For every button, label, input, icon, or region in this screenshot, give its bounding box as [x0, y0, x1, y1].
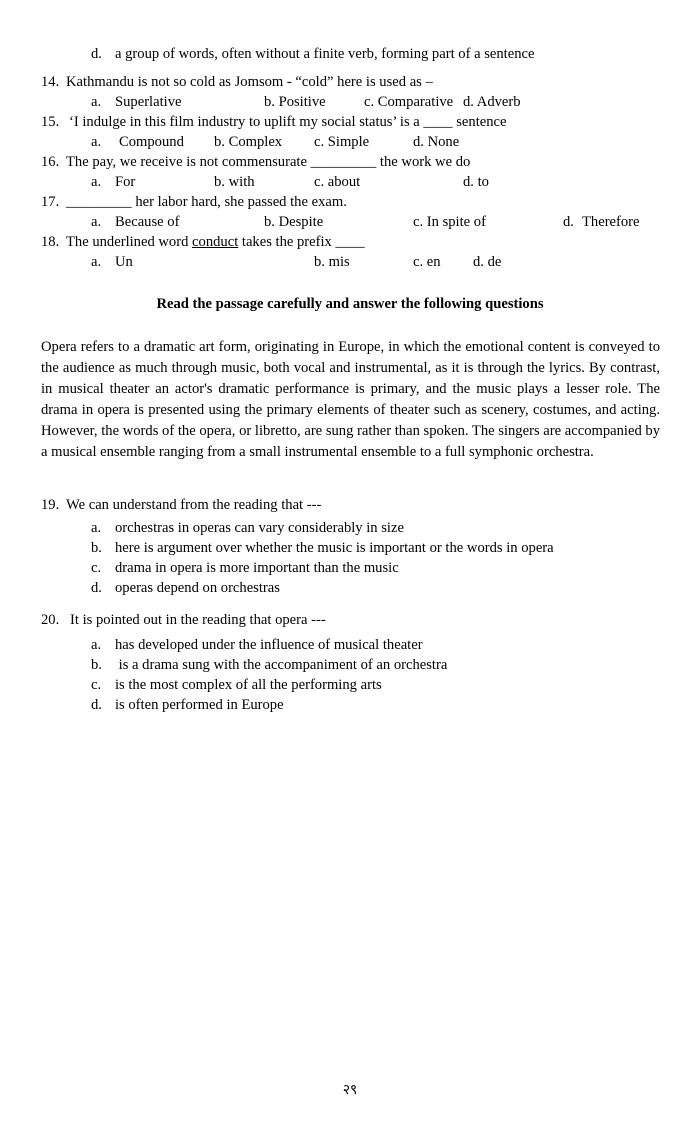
q19-option-d-letter: d. [91, 580, 102, 596]
q17-option-d-letter: d. [563, 214, 574, 230]
q19-option-b-text: here is argument over whether the music is important or the words in opera [115, 540, 554, 556]
q20-option-b-letter: b. [91, 657, 102, 673]
q20-option-d-letter: d. [91, 697, 102, 713]
q15-option-a-text: Compound [119, 134, 184, 150]
reading-passage: Opera refers to a dramatic art form, originating in Europe, in which the emotional content is conveyed to the audience as much through music, both vocal and instrumental, as it is through the lyrics. By contrast, in musical theater an actor's dramatic performance is primary, and the music plays a lesser role. The drama in opera is presented using the primary elements of theater such as scenery, costumes, and acting. However, the words of the opera, or libretto, are sung rather than spoken. The singers are accompanied by a musical ensemble ranging from a small instrumental ensemble to a full symphonic orchestra. [41, 339, 660, 460]
q16-option-d: d. to [463, 174, 489, 190]
q18-number: 18. [41, 234, 60, 250]
q20-option-d-text: is often performed in Europe [115, 697, 284, 713]
q17-text: _________ her labor hard, she passed the exam. [66, 194, 347, 210]
q16-text: The pay, we receive is not commensurate _________ the work we do [66, 154, 471, 170]
q14-option-a-text: Superlative [115, 94, 182, 110]
q20-number: 20. [41, 612, 60, 628]
q18-option-c: c. en [413, 254, 441, 270]
q18-option-a-letter: a. [91, 254, 102, 270]
q14-option-a-letter: a. [91, 94, 102, 110]
q16-option-c: c. about [314, 174, 361, 190]
q18-text-pre: The underlined word [66, 234, 193, 250]
q18-option-a-text: Un [115, 254, 133, 270]
q14-text: Kathmandu is not so cold as Jomsom - “cold” here is used as – [66, 74, 433, 90]
q18-underlined-word: conduct [192, 234, 239, 250]
q16-option-b: b. with [214, 174, 255, 190]
q17-number: 17. [41, 194, 60, 210]
q13-option-d-letter: d. [91, 46, 102, 62]
q20-option-b-text: is a drama sung with the accompaniment of an orchestra [115, 657, 448, 673]
q18-option-b: b. mis [314, 254, 350, 270]
q18-text [66, 232, 365, 252]
q17-option-c: c. In spite of [413, 214, 486, 230]
q18-text-post: takes the prefix ____ [238, 234, 365, 250]
q19-option-a-text: orchestras in operas can vary considerably in size [115, 520, 404, 536]
q15-text: ‘I indulge in this film industry to uplift my social status’ is a ____ sentence [69, 114, 507, 130]
q17-option-a-letter: a. [91, 214, 102, 230]
q15-number: 15. [41, 114, 60, 130]
q19-number: 19. [41, 497, 60, 513]
q19-option-c-letter: c. [91, 560, 102, 576]
q19-option-d-text: operas depend on orchestras [115, 580, 280, 596]
section-heading: Read the passage carefully and answer the following questions [156, 296, 544, 312]
q15-option-a-letter: a. [91, 134, 102, 150]
q14-option-b: b. Positive [264, 94, 326, 110]
q14-option-d: d. Adverb [463, 94, 521, 110]
q16-option-a-letter: a. [91, 174, 102, 190]
q14-option-c: c. Comparative [364, 94, 454, 110]
q19-option-c-text: drama in opera is more important than the music [115, 560, 399, 576]
q15-option-d: d. None [413, 134, 460, 150]
q19-option-b-letter: b. [91, 540, 102, 556]
q20-option-a-letter: a. [91, 637, 102, 653]
q20-option-c-letter: c. [91, 677, 102, 693]
q17-option-a-text: Because of [115, 214, 180, 230]
q18-option-d: d. de [473, 254, 502, 270]
page-number: २९ [342, 1083, 358, 1098]
q19-option-a-letter: a. [91, 520, 102, 536]
q17-option-b: b. Despite [264, 214, 324, 230]
q15-option-b: b. Complex [214, 134, 283, 150]
q20-option-a-text: has developed under the influence of musical theater [115, 637, 423, 653]
q19-text: We can understand from the reading that --- [66, 497, 322, 513]
q13-option-d-text: a group of words, often without a finite verb, forming part of a sentence [115, 46, 535, 62]
q15-option-c: c. Simple [314, 134, 370, 150]
q14-number: 14. [41, 74, 60, 90]
q16-number: 16. [41, 154, 60, 170]
q17-option-d-text: Therefore [582, 214, 640, 230]
q16-option-a-text: For [115, 174, 136, 190]
q20-text: It is pointed out in the reading that opera --- [70, 612, 326, 628]
q20-option-c-text: is the most complex of all the performing arts [115, 677, 382, 693]
